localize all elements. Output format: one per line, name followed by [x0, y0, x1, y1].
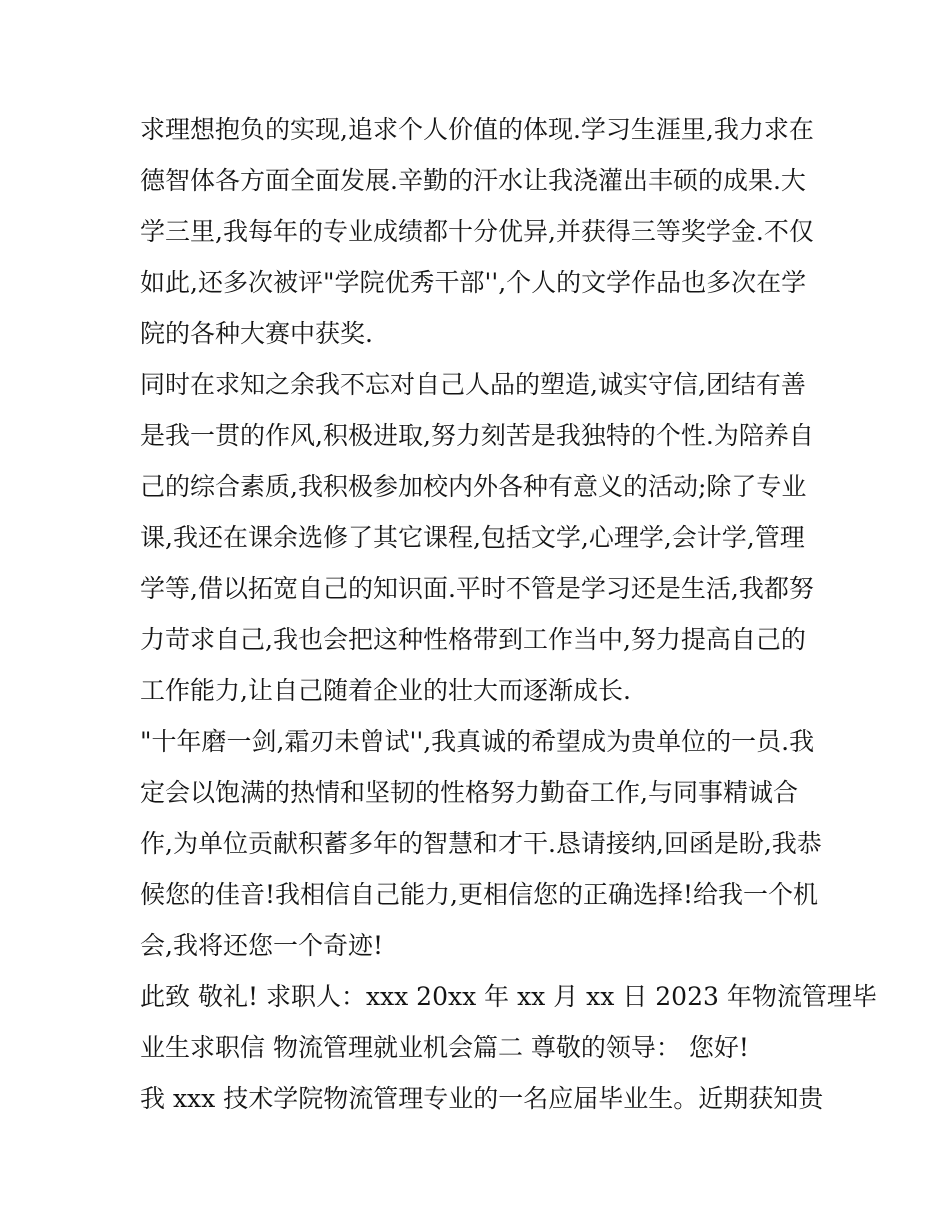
text-line: 定会以饱满的热情和坚韧的性格努力勤奋工作,与同事精诚合 — [140, 778, 798, 807]
letter-body — [140, 104, 877, 1124]
text-line: 工作能力,让自己随着企业的壮大而逐渐成长. — [140, 676, 631, 705]
text-line: 己的综合素质,我积极参加校内外各种有意义的活动;除了专业 — [140, 472, 807, 501]
text-line: 德智体各方面全面发展.辛勤的汗水让我浇灌出丰硕的成果.大 — [140, 166, 806, 195]
text-line: 我 xxx 技术学院物流管理专业的一名应届毕业生。近期获知贵 — [140, 1084, 824, 1113]
text-line: 是我一贯的作风,积极进取,努力刻苦是我独特的个性.为陪养自 — [140, 421, 814, 450]
text-line: 作,为单位贡献积蓄多年的智慧和才干.恳请接纳,回函是盼,我恭 — [140, 829, 822, 858]
text-line: 课,我还在课余选修了其它课程,包括文学,心理学,会计学,管理 — [140, 523, 805, 552]
text-line: 院的各种大赛中获奖. — [140, 319, 373, 348]
text-line: 学三里,我每年的专业成绩都十分优异,并获得三等奖学金.不仅 — [140, 217, 814, 246]
text-line: 此致 敬礼! 求职人：xxx 20xx 年 xx 月 xx 日 2023 年物流管理毕 — [140, 982, 877, 1011]
text-line: 业生求职信 物流管理就业机会篇二 尊敬的领导： 您好! — [140, 1033, 749, 1062]
text-line: 力苛求自己,我也会把这种性格带到工作当中,努力提高自己的 — [140, 625, 806, 654]
text-line: 如此,还多次被评"学院优秀干部'',个人的文学作品也多次在学 — [140, 268, 807, 297]
text-line: 候您的佳音!我相信自己能力,更相信您的正确选择!给我一个机 — [140, 880, 819, 909]
text-line: "十年磨一剑,霜刃未曾试'',我真诚的希望成为贵单位的一员.我 — [140, 727, 815, 756]
text-line: 学等,借以拓宽自己的知识面.平时不管是学习还是生活,我都努 — [140, 574, 814, 603]
text-line: 求理想抱负的实现,追求个人价值的体现.学习生涯里,我力求在 — [140, 115, 814, 144]
text-line: 会,我将还您一个奇迹! — [140, 931, 383, 960]
text-line: 同时在求知之余我不忘对自己人品的塑造,诚实守信,团结有善 — [140, 370, 806, 399]
